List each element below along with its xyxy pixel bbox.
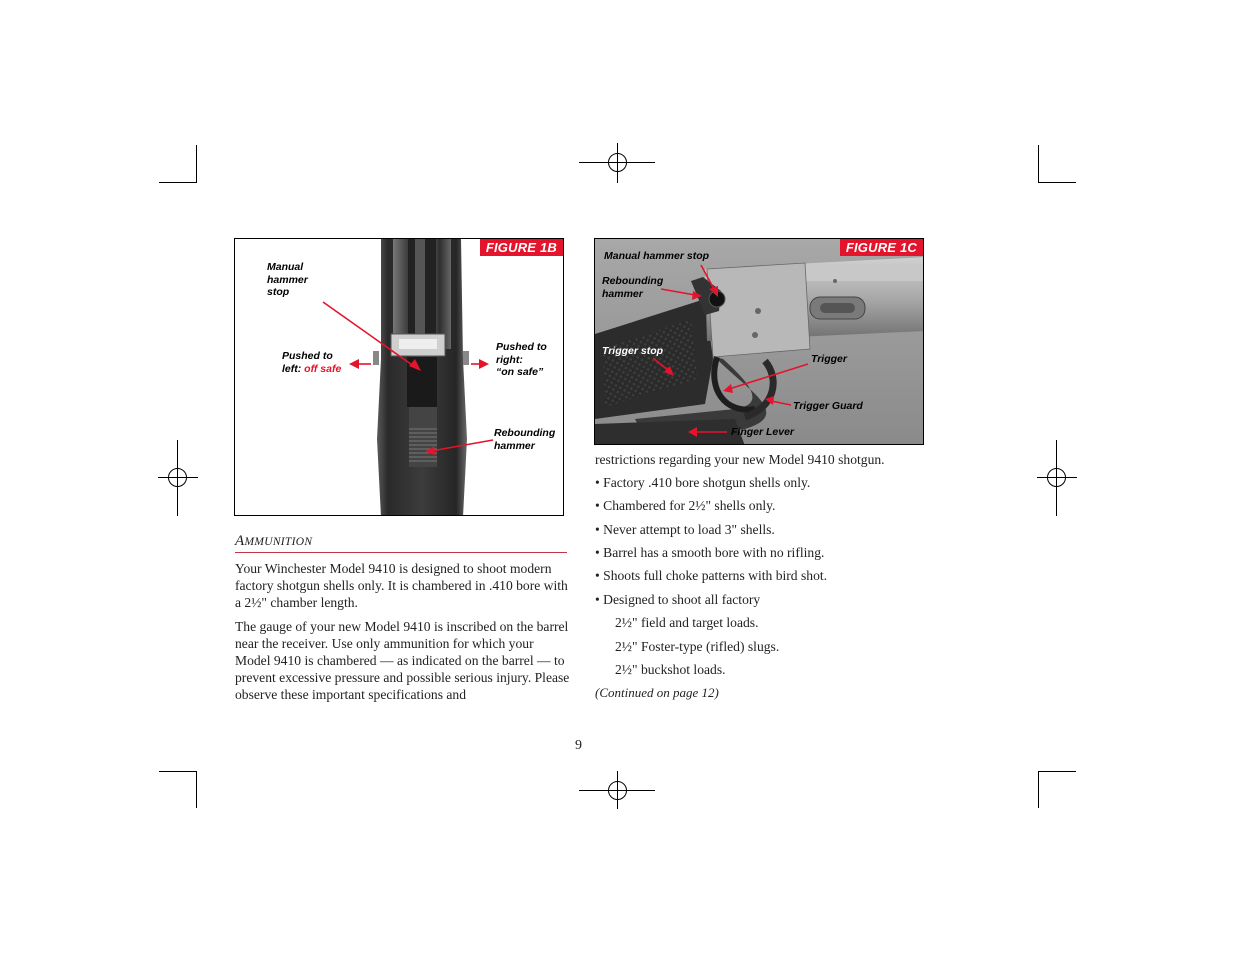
label-pushed-left: Pushed to left: off safe <box>282 350 342 375</box>
section-heading: AMMUNITION <box>235 533 313 549</box>
figure-1c-title: FIGURE 1C <box>840 239 923 256</box>
bullet-item: • Chambered for 2½" shells only. <box>595 498 776 513</box>
page-number: 9 <box>575 738 582 753</box>
bullet-item: • Never attempt to load 3" shells. <box>595 522 775 537</box>
bullet-item: • Shoots full choke patterns with bird shot. <box>595 568 828 583</box>
figure-1c-photo <box>595 239 924 445</box>
label-manual-hammer-stop: Manual hammer stop <box>267 261 308 298</box>
figure-1b <box>234 238 564 516</box>
bullet-item: • Factory .410 bore shotgun shells only. <box>595 475 811 490</box>
label-trigger-guard: Trigger Guard <box>793 400 863 412</box>
label-rebounding-hammer-1c: Rebounding hammer <box>602 275 664 300</box>
sub-item: 2½" Foster-type (rifled) slugs. <box>615 639 780 654</box>
continued-note: (Continued on page 12) <box>595 685 719 700</box>
bullet-item: • Designed to shoot all factory <box>595 592 761 607</box>
heading-rule <box>235 552 567 553</box>
registration-mark-right <box>1037 440 1077 516</box>
label-finger-lever: Finger Lever <box>731 426 795 438</box>
label-manual-hammer-stop-1c: Manual hammer stop <box>604 250 710 262</box>
label-trigger-stop: Trigger stop <box>602 345 664 357</box>
label-rebounding-hammer-1b: Rebounding hammer <box>494 427 556 452</box>
sub-item: 2½" buckshot loads. <box>615 662 726 677</box>
registration-mark-left <box>158 440 198 516</box>
figure-1b-title: FIGURE 1B <box>480 239 563 256</box>
figure-1c <box>594 238 924 445</box>
bullet-item: • Barrel has a smooth bore with no rifling. <box>595 545 825 560</box>
registration-mark-bottom <box>579 771 655 809</box>
sub-item: 2½" field and target loads. <box>615 615 759 630</box>
label-pushed-right: Pushed to right: “on safe” <box>496 341 547 378</box>
registration-mark-top <box>579 143 655 183</box>
paragraph-2: The gauge of your new Model 9410 is inscribed on the barrel near the receiver. Use only ammunition for which your Model 9410 is chambered — as indicated on the barrel — to prevent excessive pressure and possible serious injury. Please observe these important specifications and <box>235 619 570 702</box>
label-trigger: Trigger <box>811 353 847 365</box>
paragraph-1: Your Winchester Model 9410 is designed to shoot modern factory shotgun shells only. It is chambered in .410 bore with a 2½" chamber length. <box>235 561 568 610</box>
right-intro: restrictions regarding your new Model 9410 shotgun. <box>595 452 885 467</box>
